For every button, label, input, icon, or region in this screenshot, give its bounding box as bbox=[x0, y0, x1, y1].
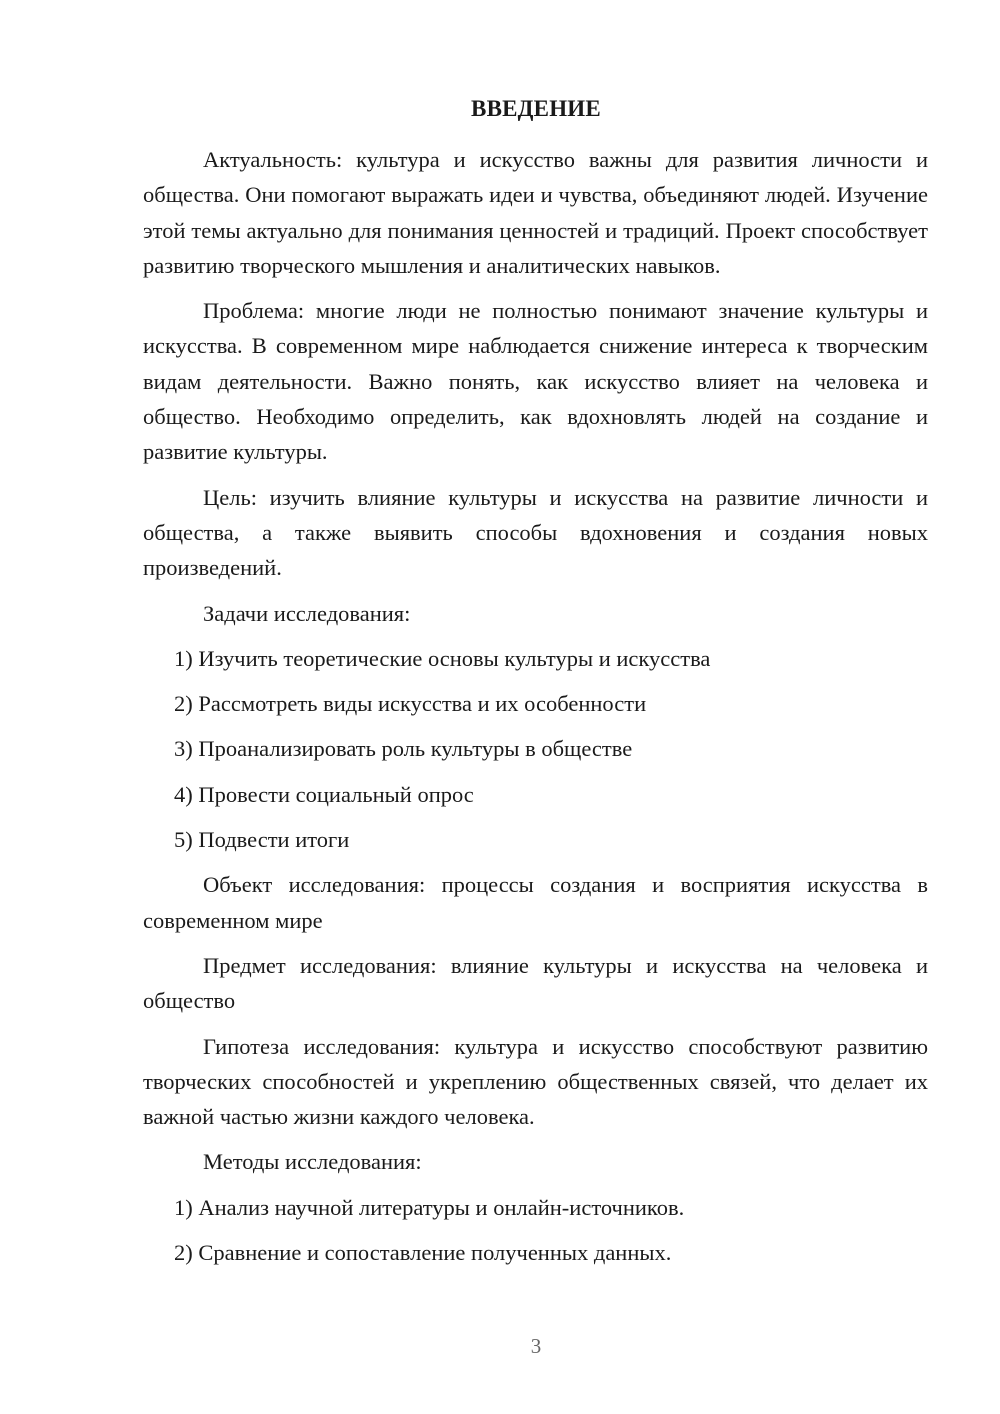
object-paragraph: Объект исследования: процессы создания и восприятия искусства в современном мире bbox=[143, 872, 928, 933]
tasks-list bbox=[143, 641, 928, 857]
page-title: ВВЕДЕНИЕ bbox=[471, 96, 601, 121]
page-body bbox=[143, 142, 928, 1280]
relevance-paragraph: Актуальность: культура и искусство важны для развития личности и общества. Они помогают выражать идеи и чувства, объединяют людей. Изучение этой темы актуально для понимания ценностей и традиций. Проект способствует развитию творческого мышления и аналитических навыков. bbox=[143, 147, 928, 278]
methods-heading: Методы исследования: bbox=[203, 1149, 422, 1175]
list-item: 2) Рассмотреть виды искусства и их особенности bbox=[174, 691, 647, 717]
list-item: 3) Проанализировать роль культуры в обществе bbox=[174, 736, 633, 762]
subject-paragraph: Предмет исследования: влияние культуры и искусства на человека и общество bbox=[143, 952, 928, 1014]
problem-paragraph: Проблема: многие люди не полностью понимают значение культуры и искусства. В современном мире наблюдается снижение интереса к творческим видам деятельности. Важно понять, как искусство влияет на человека и общество. Необходимо определить, как вдохновлять людей на создание и развитие культуры. bbox=[143, 298, 928, 465]
list-item: 4) Провести социальный опрос bbox=[174, 781, 474, 807]
goal-paragraph: Цель: изучить влияние культуры и искусства на развитие личности и общества, а также выявить способы вдохновения и создания новых произведений. bbox=[143, 484, 928, 581]
hypothesis-paragraph: Гипотеза исследования: культура и искусство способствуют развитию творческих способностей и укреплению общественных связей, что делает их важной частью жизни каждого человека. bbox=[143, 1033, 928, 1130]
methods-list bbox=[143, 1190, 928, 1271]
list-item: 1) Анализ научной литературы и онлайн-источников. bbox=[174, 1194, 685, 1220]
list-item: 5) Подвести итоги bbox=[174, 827, 350, 853]
list-item: 2) Сравнение и сопоставление полученных данных. bbox=[174, 1240, 672, 1266]
list-item: 1) Изучить теоретические основы культуры и искусства bbox=[174, 645, 711, 671]
tasks-heading: Задачи исследования: bbox=[203, 600, 411, 626]
page-number: 3 bbox=[530, 1334, 542, 1358]
